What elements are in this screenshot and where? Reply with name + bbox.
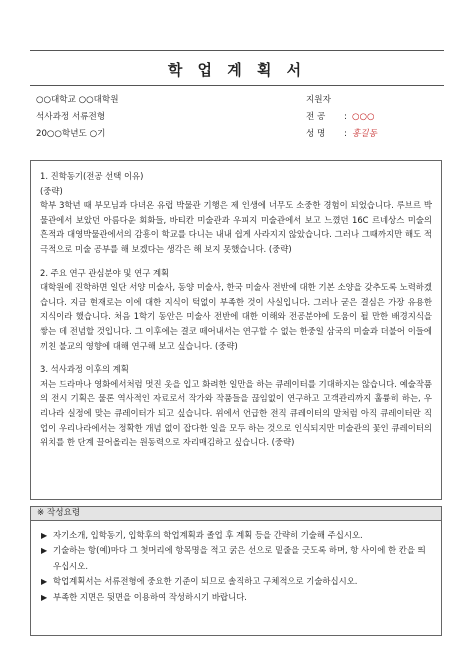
university-name: ○○대학교 ○○대학원 <box>36 95 119 105</box>
section-1-heading: 1. 진학동기(전공 선택 이유) <box>40 171 144 181</box>
guide-item-text: 부족한 지면은 뒷면을 이용하여 작성하시기 바랍니다. <box>53 591 247 602</box>
section-2-heading: 2. 주요 연구 관심분야 및 연구 계획 <box>40 267 170 278</box>
arrow-bullet-icon: ▶ <box>41 592 48 602</box>
arrow-bullet-icon: ▶ <box>41 577 48 587</box>
guide-item <box>41 528 431 543</box>
applicant-label: 지원자 <box>306 95 331 105</box>
guide-item <box>41 543 431 574</box>
major-label: 전 공 <box>306 112 326 122</box>
major-row: 전 공 : ○○○ <box>306 109 446 126</box>
major-value[interactable]: ○○○ <box>352 112 375 122</box>
name-row: 성 명 : 홍길동 <box>306 126 446 143</box>
section-3-heading: 3. 석사과정 이후의 계획 <box>40 364 129 375</box>
study-plan-body[interactable] <box>30 160 442 500</box>
guide-item <box>41 574 431 589</box>
section-3-body: 저는 드라마나 영화에서처럼 멋진 옷을 입고 화려한 일만을 하는 큐레이터를 기대하지는 않습니다. 예술작품의 전시 기획은 물론 역사적인 자료로서 작가와 작품들을 끊임없이 연구하고 고객관리까지 훌륭히 하는, 우리나라 실정에 맞는 큐레이터가 되고 싶습니다. 위에서 언급한 전직 큐레이터의 말처럼 아직 큐레이터란 직업이 우리나라에서는 정확한 개념 없이 잡다한 일을 모두 하는 것으로 인식되지만 미술관의 꽃인 큐레이터의 위치를 한 단계 끌어올리는 원동력으로 자리매김하고 싶습니다. (중략) <box>40 378 432 448</box>
page-title: 학 업 계 획 서 <box>167 61 307 79</box>
name-label: 성 명 <box>306 129 326 139</box>
arrow-bullet-icon: ▶ <box>41 546 48 556</box>
section-2-body: 대학원에 진학하면 일단 서양 미술사, 동양 미술사, 한국 미술사 전반에 대한 기본 소양을 갖추도록 노력하겠습니다. 지금 현재로는 이에 대한 지식이 턱없이 부족한 것이 사실입니다. 그러나 굳은 결심은 가장 유용한 지식이라 했습니다. 처음 1학기 동안은 미술사 전반에 대한 이해와 전공분야에 도움이 될 만한 배경지식을 쌓는 데 전념할 것입니다. 그 이후에는 결코 떼어내서는 연구할 수 없는 한중일 삼국의 미술과 더불어 이들에 끼친 불교의 영향에 대해 연구해 보고 싶습니다. (중략) <box>40 282 432 351</box>
title-block <box>30 50 444 86</box>
guide-item-text: 기술하는 항(예)마다 그 첫머리에 항목명을 적고 굵은 선으로 밑줄을 긋도록 하며, 항 사이에 한 칸을 띄우십시오. <box>53 545 426 571</box>
applicant-info-left <box>36 92 256 143</box>
name-value[interactable]: 홍길동 <box>352 129 377 139</box>
guide-item <box>41 590 431 605</box>
semester: 20○○학년도 ○기 <box>36 129 106 139</box>
arrow-bullet-icon: ▶ <box>41 531 48 540</box>
program-name: 석사과정 서류전형 <box>36 112 106 122</box>
applicant-info-right <box>306 92 446 143</box>
title-bottom-rule <box>30 85 444 86</box>
writing-guide-box <box>30 521 442 636</box>
guide-item-text: 학업계획서는 서류전형에 중요한 기준이 되므로 솔직하고 구체적으로 기술하십시오. <box>53 576 358 587</box>
title-top-rule <box>30 50 444 51</box>
guide-item-text: 자기소개, 입학동기, 입학후의 학업계획과 졸업 후 계획 등을 간략히 기술해 주십시오. <box>53 530 363 540</box>
writing-guide-header: ※ 작성요령 <box>30 506 442 521</box>
section-1-body: (중략) 학부 3학년 때 부모님과 다녀온 유럽 박물관 기행은 제 인생에 너무도 소중한 경험이 되었습니다. 루브르 박물관에서 보았던 아름다운 회화들, 바티칸 미술관과 우피지 미술관에서 보고 느꼈던 16C 르네상스 미술의 흔적과 대영박물관에서의 감흥이 학교를 다니는 내내 쉽게 사라지지 않았습니다. 그러나 그때까지만 해도 적극적으로 미술 공부를 해 보겠다는 생각은 해 보지 못했습니다. (중략) <box>40 185 432 254</box>
